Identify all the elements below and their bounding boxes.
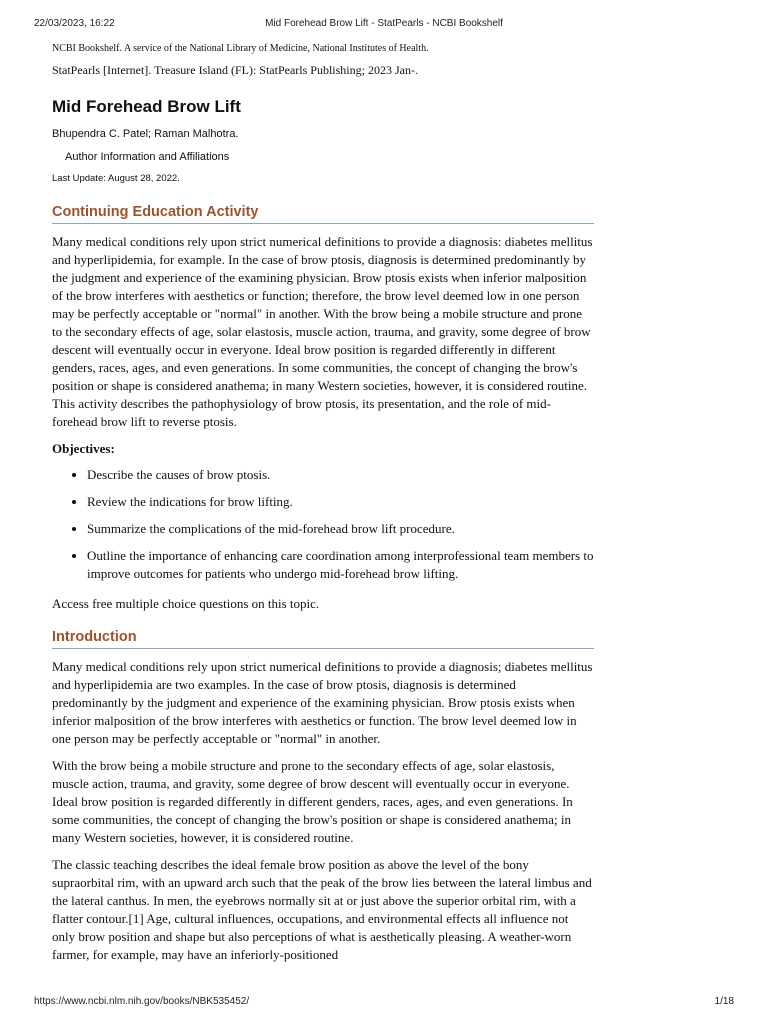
objectives-title: Objectives: [52, 441, 115, 456]
print-datetime: 22/03/2023, 16:22 [34, 18, 115, 29]
author-affiliations-link[interactable]: Author Information and Affiliations [65, 151, 230, 163]
page-number: 1/18 [714, 996, 734, 1007]
continuing-education-section [52, 203, 594, 614]
introduction-paragraph: Many medical conditions rely upon strict numerical definitions to provide a diagnosis; diabetes mellitus and hyperlipidemia are two examples. In the case of brow ptosis, diagnosis is determined predominantly by the judgment and experience of the examining physician. Brow ptosis exists when inferior malposition of the brow interferes with aesthetics or function. The brow level deemed low in one person may be perfectly acceptable or "normal" in another. [52, 659, 593, 746]
print-header [34, 18, 734, 32]
authors: Bhupendra C. Patel; Raman Malhotra. [52, 128, 239, 140]
service-line: NCBI Bookshelf. A service of the National Library of Medicine, National Institutes of Health. [52, 43, 429, 54]
print-url: https://www.ncbi.nlm.nih.gov/books/NBK535452/ [34, 996, 250, 1007]
continuing-education-paragraph: Many medical conditions rely upon strict numerical definitions to provide a diagnosis: diabetes mellitus and hyperlipidemia, for example. In the case of brow ptosis, diagnosis is determined predominantly by the judgment and experience of the examining physician. Brow ptosis exists when inferior malposition of the brow interferes with aesthetics or function; therefore, the brow level deemed low in one person may be perfectly acceptable or "normal" in another. With the brow being a mobile structure and prone to the secondary effects of age, solar elastosis, muscle action, trauma, and gravity, some degree of brow descent will eventually occur in everyone. Ideal brow position is regarded differently in different genders, races, ages, and even generations. In some communities, the concept of changing the brow's position or shape is considered anathema; in many Western societies, however, it is considered routine. This activity describes the pathophysiology of brow ptosis, its presentation, and the role of mid-forehead brow lift to reverse ptosis. [52, 234, 593, 429]
objective-item: • Review the indications for brow lifting. [87, 493, 594, 511]
mcq-link[interactable]: Access free multiple choice questions on this topic. [52, 596, 320, 611]
objective-item: • Describe the causes of brow ptosis. [87, 466, 594, 484]
introduction-paragraph: The classic teaching describes the ideal female brow position as above the level of the bony supraorbital rim, with an upward arch such that the peak of the brow lies between the lateral limbus and the lateral canthus. In men, the eyebrows normally sit at or just above the superior orbital rim, with a flatter contour.[1] Age, cultural influences, occupations, and environmental effects all influence not only brow position and shape but also perceptions of what is aesthetically pleasing. A weather-worn farmer, for example, may have an inferiorly-positioned [52, 857, 592, 962]
section-heading-continuing-education: Continuing Education Activity [52, 203, 594, 224]
citation: StatPearls [Internet]. Treasure Island (FL): StatPearls Publishing; 2023 Jan-. [52, 63, 418, 77]
print-footer [34, 996, 734, 1010]
objective-item: • Summarize the complications of the mid-forehead brow lift procedure. [87, 520, 594, 538]
last-update: Last Update: August 28, 2022. [52, 173, 180, 184]
document-body [52, 42, 594, 964]
objectives-list [52, 466, 594, 583]
section-heading-introduction: Introduction [52, 628, 594, 649]
print-page-title: Mid Forehead Brow Lift - StatPearls - NCBI Bookshelf [265, 18, 503, 29]
introduction-section [52, 628, 594, 964]
introduction-paragraph: With the brow being a mobile structure and prone to the secondary effects of age, solar elastosis, muscle action, trauma, and gravity, some degree of brow descent will eventually occur in everyone. Ideal brow position is regarded differently in different genders, races, ages, and even generations. In some communities, the concept of changing the brow's position or shape is considered anathema; in many Western societies, however, it is considered routine. [52, 758, 573, 845]
objective-item: • Outline the importance of enhancing care coordination among interprofessional team members to improve outcomes for patients who undergo mid-forehead brow lifting. [87, 547, 594, 583]
article-title: Mid Forehead Brow Lift [52, 97, 241, 116]
